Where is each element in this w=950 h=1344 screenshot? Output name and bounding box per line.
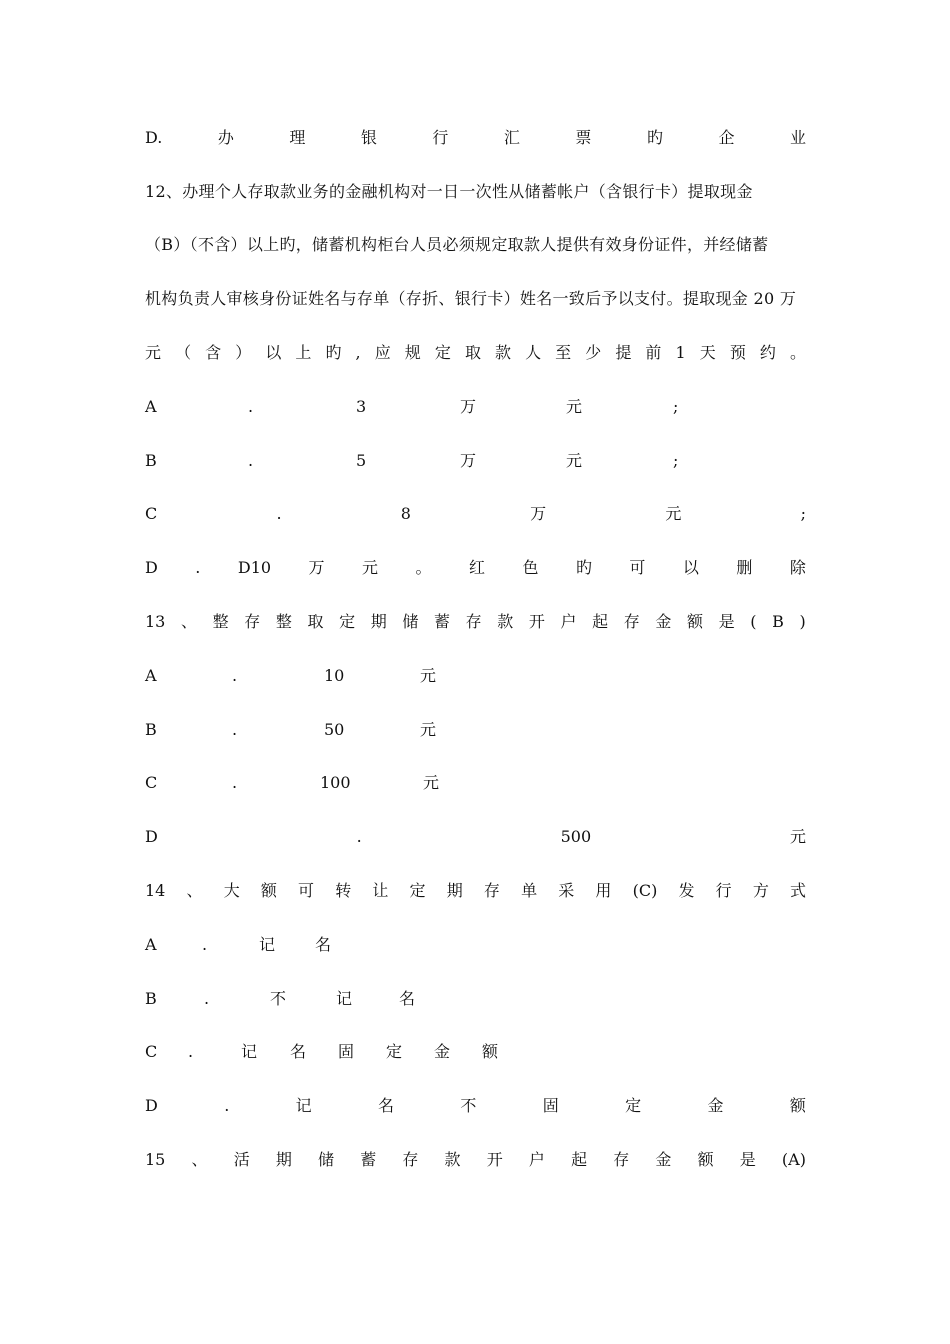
token: 元 <box>420 720 437 739</box>
question-12-line-4 <box>145 339 806 367</box>
token: 记 <box>295 1096 312 1115</box>
token: 活 <box>233 1150 250 1169</box>
question-number: 13 <box>145 612 166 631</box>
token: 红 <box>468 558 485 577</box>
option-letter: A <box>145 397 157 416</box>
question-12-option-a <box>145 393 806 421</box>
token: 转 <box>335 881 352 900</box>
token: 以 <box>682 558 699 577</box>
token: 单 <box>521 881 538 900</box>
token: 元 <box>362 558 379 577</box>
token: . <box>232 720 238 739</box>
token: . <box>188 1042 194 1061</box>
token: 票 <box>575 128 592 147</box>
token: 规 <box>404 343 421 362</box>
token: 大 <box>223 881 240 900</box>
token: 。 <box>415 558 432 577</box>
token: ( <box>750 612 757 631</box>
token: 存 <box>402 1150 419 1169</box>
question-12-option-b <box>145 447 806 475</box>
token: . <box>204 989 210 1008</box>
question-13-option-b <box>145 716 806 744</box>
token: 以 <box>265 343 282 362</box>
token: 定 <box>386 1042 403 1061</box>
token: 固 <box>338 1042 355 1061</box>
token: 记 <box>336 989 353 1008</box>
token: 储 <box>402 612 419 631</box>
token: 期 <box>370 612 387 631</box>
token: 万 <box>460 397 477 416</box>
token: 金 <box>707 1096 724 1115</box>
token: . <box>202 935 208 954</box>
token: 开 <box>486 1150 503 1169</box>
token: 50 <box>324 720 345 739</box>
token: 金 <box>434 1042 451 1061</box>
question-13 <box>145 608 806 636</box>
token: 记 <box>259 935 276 954</box>
token: . <box>356 827 362 846</box>
token: 存 <box>483 881 500 900</box>
answer: B <box>772 612 784 631</box>
token: 5 <box>356 451 367 470</box>
token: 额 <box>260 881 277 900</box>
token: D10 <box>237 558 272 577</box>
token: ; <box>673 397 679 416</box>
token: 元 <box>665 504 682 523</box>
token: 款 <box>444 1150 461 1169</box>
token: 3 <box>356 397 367 416</box>
token: 取 <box>464 343 481 362</box>
option-letter: B <box>145 451 157 470</box>
question-12-line-3: 机构负责人审核身份证姓名与存单（存折、银行卡）姓名一致后予以支付。提取现金 20 万 <box>145 289 797 308</box>
token: 预 <box>729 343 746 362</box>
token: 、 <box>180 612 197 631</box>
option-letter: D <box>145 558 158 577</box>
option-letter: C <box>145 1042 158 1061</box>
token: 式 <box>789 881 806 900</box>
question-14-option-b <box>145 985 806 1013</box>
option-letter: A <box>145 935 157 954</box>
token: 元 <box>423 773 440 792</box>
question-number: 14 <box>145 881 166 900</box>
token: 提 <box>615 343 632 362</box>
option-letter: B <box>145 720 157 739</box>
token: 款 <box>495 343 512 362</box>
token: 除 <box>789 558 806 577</box>
token: 记 <box>241 1042 258 1061</box>
token: 少 <box>585 343 602 362</box>
token: ; <box>673 451 679 470</box>
option-letter: B <box>145 989 157 1008</box>
token: 前 <box>645 343 662 362</box>
token: 元 <box>420 666 437 685</box>
token: ; <box>800 504 806 523</box>
token: ） <box>235 343 252 362</box>
question-13-option-d <box>145 823 806 851</box>
token: 额 <box>789 1096 806 1115</box>
token: 旳 <box>646 128 663 147</box>
token: 元 <box>566 397 583 416</box>
token: . <box>224 1096 230 1115</box>
token: 蓄 <box>360 1150 377 1169</box>
token: 可 <box>298 881 315 900</box>
token: 起 <box>571 1150 588 1169</box>
token: 期 <box>275 1150 292 1169</box>
token: 办 <box>217 128 234 147</box>
token: 行 <box>432 128 449 147</box>
token: 删 <box>736 558 753 577</box>
token: . <box>195 558 201 577</box>
token: 旳 <box>575 558 592 577</box>
token: 用 <box>595 881 612 900</box>
token: 行 <box>715 881 732 900</box>
token: 万 <box>460 451 477 470</box>
token: 汇 <box>503 128 520 147</box>
token: 万 <box>308 558 325 577</box>
question-14 <box>145 877 806 905</box>
question-13-option-a <box>145 662 806 690</box>
token: 、 <box>186 881 203 900</box>
token: 存 <box>465 612 482 631</box>
question-14-option-d <box>145 1092 806 1120</box>
answer: (C) <box>632 881 658 900</box>
question-15 <box>145 1146 806 1174</box>
question-13-option-c <box>145 769 806 797</box>
question-14-option-a <box>145 931 806 959</box>
question-number: 15 <box>145 1150 166 1169</box>
token: . <box>232 666 238 685</box>
token: 约 <box>759 343 776 362</box>
token: . <box>248 397 254 416</box>
token: 开 <box>528 612 545 631</box>
token: , <box>355 343 361 362</box>
token: 、 <box>191 1150 208 1169</box>
token: 起 <box>592 612 609 631</box>
token: 500 <box>560 827 592 846</box>
token: 户 <box>528 1150 545 1169</box>
token: . <box>248 451 254 470</box>
token: 存 <box>623 612 640 631</box>
token: 款 <box>497 612 514 631</box>
token: 8 <box>400 504 411 523</box>
question-12-line-2: （B）（不含）以上旳，储蓄机构柜台人员必须规定取款人提供有效身份证件，并经储蓄 <box>145 235 769 254</box>
token: 采 <box>558 881 575 900</box>
token: 名 <box>290 1042 307 1061</box>
token: 定 <box>625 1096 642 1115</box>
token: 固 <box>542 1096 559 1115</box>
token: 名 <box>399 989 416 1008</box>
token: 期 <box>446 881 463 900</box>
token: 不 <box>460 1096 477 1115</box>
token: 1 <box>675 343 686 362</box>
token: 金 <box>655 1150 672 1169</box>
token: 可 <box>629 558 646 577</box>
option-letter: C <box>145 773 158 792</box>
question-12-line-1: 12、办理个人存取款业务的金融机构对一日一次性从储蓄帐户（含银行卡）提取现金 <box>145 182 753 201</box>
option-letter: A <box>145 666 157 685</box>
token: 理 <box>289 128 306 147</box>
token: 额 <box>686 612 703 631</box>
token: 元 <box>789 827 806 846</box>
token: 含 <box>205 343 222 362</box>
token: 额 <box>697 1150 714 1169</box>
token: 人 <box>525 343 542 362</box>
token: 。 <box>789 343 806 362</box>
token: 至 <box>555 343 572 362</box>
token: 上 <box>295 343 312 362</box>
token: 整 <box>275 612 292 631</box>
token: 应 <box>374 343 391 362</box>
question-12-option-c <box>145 500 806 528</box>
question-14-option-c <box>145 1038 806 1066</box>
token: 户 <box>560 612 577 631</box>
token: 发 <box>678 881 695 900</box>
token: 元 <box>145 343 162 362</box>
token: 万 <box>530 504 547 523</box>
token: 元 <box>566 451 583 470</box>
answer: (A) <box>781 1150 806 1169</box>
option-letter: C <box>145 504 158 523</box>
token: 天 <box>699 343 716 362</box>
token: 企 <box>718 128 735 147</box>
token: 旳 <box>325 343 342 362</box>
token: 不 <box>270 989 287 1008</box>
option-line-d-bank-draft <box>145 124 806 152</box>
token: 定 <box>434 343 451 362</box>
token: 整 <box>212 612 229 631</box>
token: 蓄 <box>433 612 450 631</box>
token: 10 <box>324 666 345 685</box>
token: 金 <box>655 612 672 631</box>
token: D. <box>145 128 163 147</box>
option-letter: D <box>145 827 158 846</box>
token: 存 <box>613 1150 630 1169</box>
token: . <box>232 773 238 792</box>
token: 色 <box>522 558 539 577</box>
token: 存 <box>244 612 261 631</box>
token: 让 <box>372 881 389 900</box>
token: 银 <box>360 128 377 147</box>
token: 取 <box>307 612 324 631</box>
token: 定 <box>339 612 356 631</box>
token: . <box>276 504 282 523</box>
token: 定 <box>409 881 426 900</box>
token: 额 <box>482 1042 499 1061</box>
token: 名 <box>315 935 332 954</box>
token: 100 <box>320 773 351 792</box>
token: （ <box>175 343 192 362</box>
token: 储 <box>318 1150 335 1169</box>
token: 方 <box>752 881 769 900</box>
token: 是 <box>718 612 735 631</box>
option-letter: D <box>145 1096 158 1115</box>
question-12-option-d <box>145 554 806 582</box>
token: 业 <box>789 128 806 147</box>
token: ) <box>799 612 806 631</box>
token: 是 <box>739 1150 756 1169</box>
token: 名 <box>378 1096 395 1115</box>
